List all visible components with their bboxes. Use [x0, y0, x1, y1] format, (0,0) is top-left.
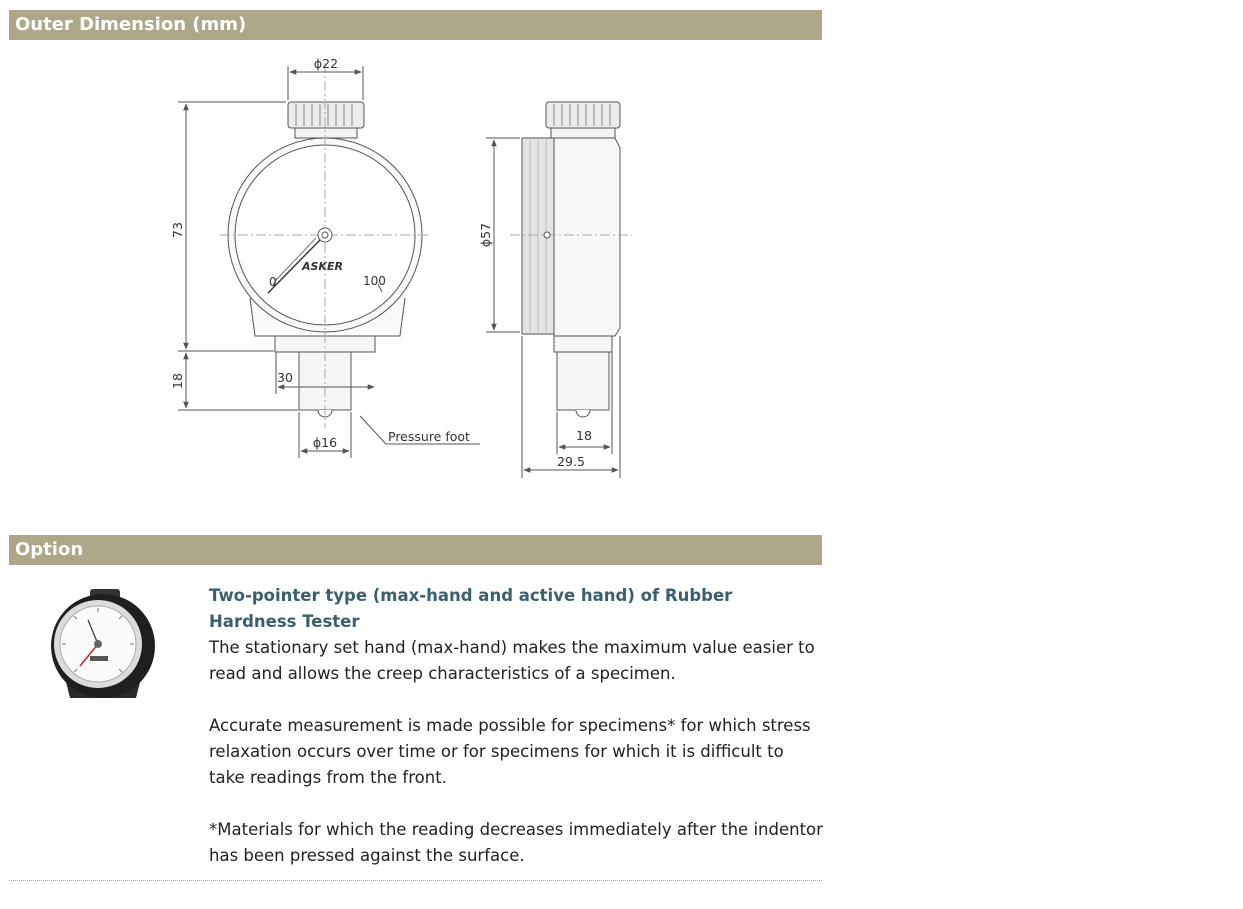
- option-description: [209, 583, 824, 869]
- option-title: Option: [15, 539, 84, 560]
- dimension-drawing: [160, 48, 660, 488]
- dim-height-foot: 18: [170, 373, 185, 389]
- outer-dimension-title: Outer Dimension (mm): [15, 14, 247, 35]
- brand-logo-text: ASKER: [302, 260, 343, 273]
- dim-side-18: 18: [576, 428, 592, 443]
- dim-side-29-5: 29.5: [557, 454, 585, 469]
- product-photo: [50, 586, 160, 708]
- dial-hundred-label: 100: [363, 274, 386, 288]
- option-paragraph-2: Accurate measurement is made possible for specimens* for which stress relaxation occurs over time or for specimens for which it is difficult to take readings from the front.: [209, 716, 811, 787]
- section-divider: [9, 880, 822, 881]
- dim-height-body: 73: [170, 222, 185, 238]
- dim-foot-diameter: ϕ16: [312, 435, 338, 450]
- option-header: [9, 535, 822, 565]
- dim-top-diameter: ϕ22: [313, 56, 339, 71]
- option-product-title: Two-pointer type (max-hand and active hand) of Rubber Hardness Tester: [209, 586, 733, 631]
- option-paragraph-3: *Materials for which the reading decreases immediately after the indentor has been pressed against the surface.: [209, 820, 823, 865]
- dial-zero-label: 0: [269, 275, 277, 289]
- option-paragraph-1: The stationary set hand (max-hand) makes the maximum value easier to read and allows the creep characteristics of a specimen.: [209, 638, 815, 683]
- dim-30: 30: [277, 370, 293, 385]
- outer-dimension-header: [9, 10, 822, 40]
- dim-side-diameter: ϕ57: [478, 222, 493, 248]
- pressure-foot-label: Pressure foot: [388, 429, 470, 444]
